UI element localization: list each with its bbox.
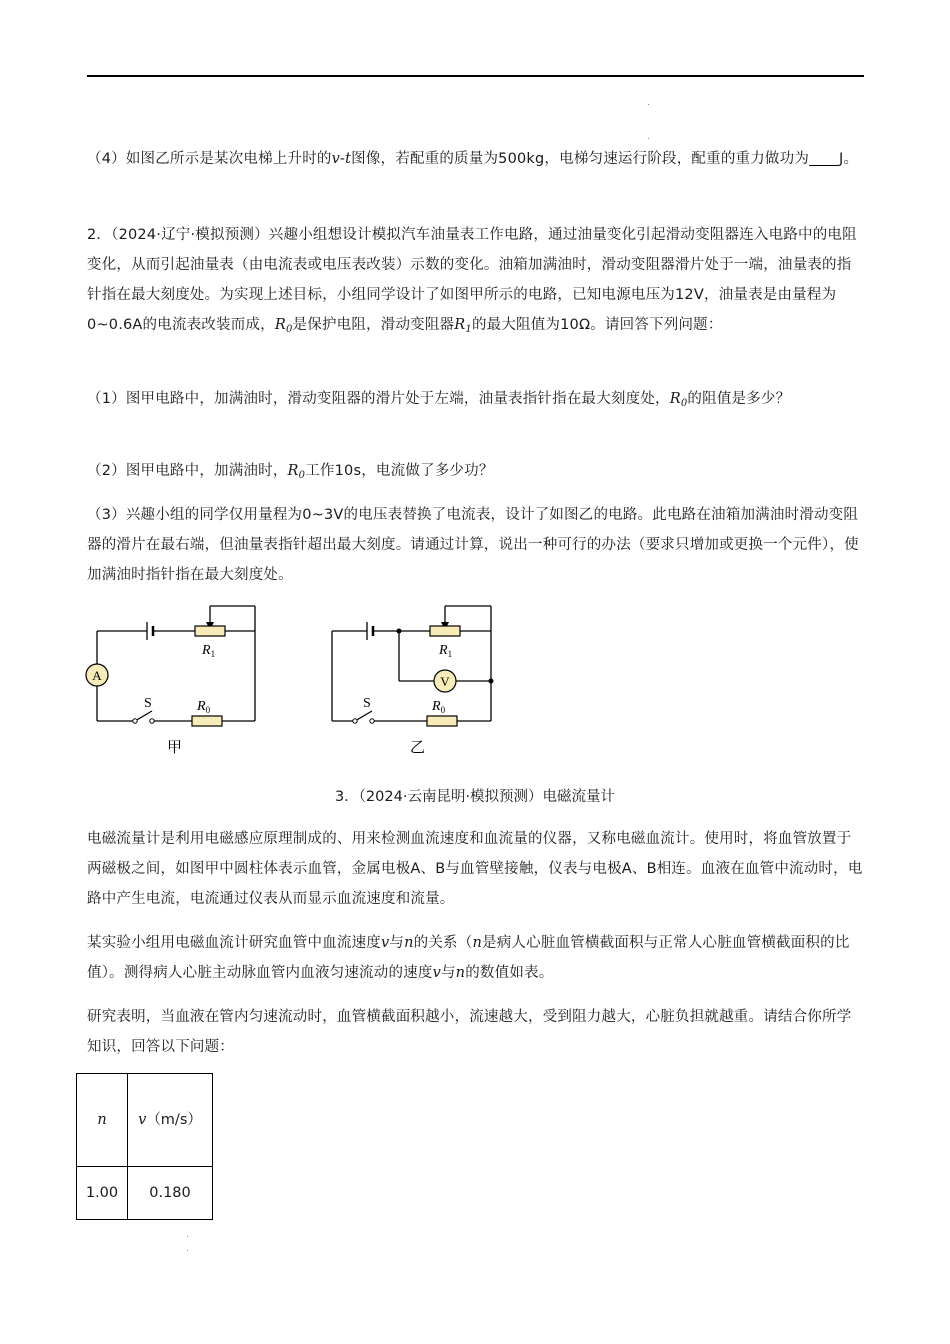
speck — [187, 1250, 188, 1251]
header-n: n — [77, 1074, 128, 1167]
cell-n: 1.00 — [77, 1167, 128, 1220]
q3-para3: 研究表明，当血液在管内匀速流动时，血管横截面积越小，流速越大，受到阻力越大，心脏负担就越重。请结合你所学知识，回答以下问题： — [87, 1009, 852, 1055]
answer-blank[interactable] — [809, 149, 839, 166]
speck — [187, 1236, 188, 1237]
table-header-row — [77, 1074, 213, 1167]
q2-part2: （2）图甲电路中，加满油时，$R_0$工作10s，电流做了多少功？ — [87, 463, 494, 481]
caption-yi: 乙 — [410, 738, 426, 756]
cell-v: 0.180 — [128, 1167, 213, 1220]
data-table — [76, 1073, 213, 1220]
label-r1: $R_1$ — [202, 643, 216, 659]
caption-jia: 甲 — [167, 738, 183, 756]
switch-blade — [135, 711, 152, 721]
label-switch: S — [363, 696, 371, 711]
q1-part4: （4）如图乙所示是某次电梯上升时的v-t图像，若配重的质量为500kg，电梯匀速运行阶段，配重的重力做功为 J。 — [87, 151, 859, 167]
speck — [648, 138, 649, 139]
svg-text:A: A — [92, 668, 102, 683]
rheostat-r1 — [430, 626, 460, 636]
speck — [648, 104, 649, 105]
resistor-r0 — [192, 716, 222, 726]
label-r0: $R_0$ — [197, 699, 211, 715]
q2-part1: （1）图甲电路中，加满油时，滑动变阻器的滑片处于左端，油量表指针指在最大刻度处，$R_0$的阻值是多少？ — [87, 391, 791, 409]
svg-text:V: V — [440, 674, 450, 689]
circuit-yi — [315, 600, 515, 765]
label-r0: $R_0$ — [432, 699, 446, 715]
junction-dot — [489, 679, 494, 684]
q2-intro: 2．（2024·辽宁·模拟预测）兴趣小组想设计模拟汽车油量表工作电路，通过油量变化引起滑动变阻器连入电路中的电阻变化，从而引起油量表（由电流表或电压表改装）示数的变化。油箱加满油时，滑动变阻器滑片处于一端，油量表的指针指在最大刻度处。为实现上述目标，小组同学设计了如图甲所示的电路，已知电源电压为12V，油量表是由量程为0~0.6A的电流表改装而成，$R_0$是保护电阻，滑动变阻器$R_1$的最大阻值为10Ω。请回答下列问题： — [87, 227, 857, 335]
q3-para1: 电磁流量计是利用电磁感应原理制成的、用来检测血流速度和血流量的仪器，又称电磁血流计。使用时，将血管放置于两磁极之间，如图甲中圆柱体表示血管，金属电极A、B与血管壁接触，仪表与电极A、B相连。血液在血管中流动时，电路中产生电流，电流通过仪表从而显示血流速度和流量。 — [87, 831, 863, 907]
table-row — [77, 1167, 213, 1220]
label-switch: S — [144, 696, 152, 711]
junction-dot — [397, 629, 402, 634]
header-rule — [87, 75, 864, 77]
resistor-r0 — [427, 716, 457, 726]
rheostat-r1 — [195, 626, 225, 636]
switch-blade — [355, 711, 372, 721]
circuit-jia — [80, 600, 270, 765]
q3-para2: 某实验小组用电磁血流计研究血管中血流速度v与n的关系（n是病人心脏血管横截面积与正常人心脏血管横截面积的比值）。测得病人心脏主动脉血管内血液匀速流动的速度v与n的数值如表。 — [87, 935, 850, 981]
header-v: v（m/s） — [128, 1074, 213, 1167]
label-r1: $R_1$ — [439, 643, 453, 659]
q3-title: 3．（2024·云南昆明·模拟预测）电磁流量计 — [334, 789, 616, 805]
q2-part3: （3）兴趣小组的同学仅用量程为0~3V的电压表替换了电流表，设计了如图乙的电路。此电路在油箱加满油时滑动变阻器的滑片在最右端，但油量表指针超出最大刻度。请通过计算，说出一种可行的办法（要求只增加或更换一个元件），使加满油时指针指在最大刻度处。 — [87, 507, 859, 583]
